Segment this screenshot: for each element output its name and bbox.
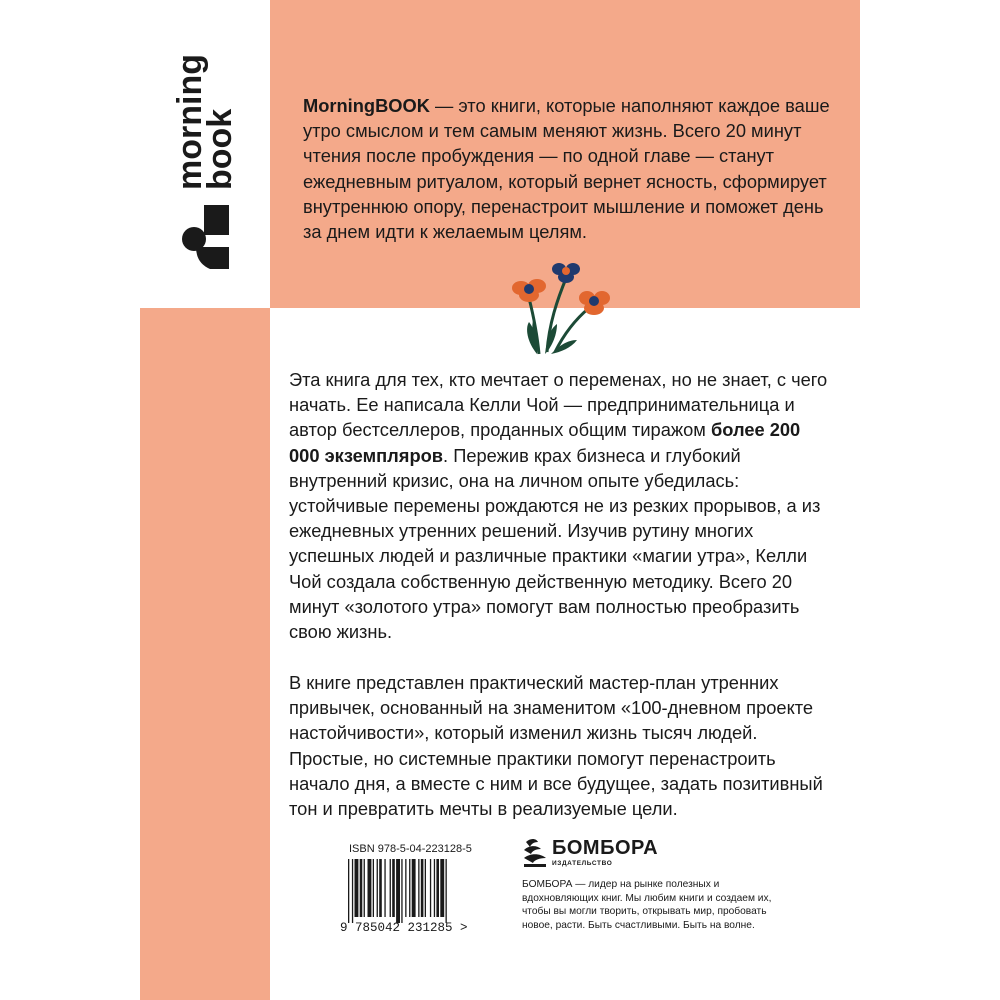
isbn-digits: 9 785042 231285 > [340, 921, 468, 935]
publisher-name: БОМБОРА [552, 836, 659, 859]
circulation-highlight: более 200 000 экземпляров [289, 419, 801, 466]
intro-text: — это книги, которые наполняют каждое ваше утро смыслом и тем самым меняют жизнь. Всего 20 минут чтения после пробуждения — по одной главе — станут ежедневным ритуалом, который вернет ясность, сформирует внутреннюю опору, перенастроит мышление и поможет день за днем идти к желаемым целям. [303, 95, 830, 243]
publisher-description: БОМБОРА — лидер на рынке полезных и вдохновляющих книг. Мы любим книги и создаем их, чтобы вы могли творить, открывать мир, пробовать новое, расти. Быть счастливыми. Быть на волне. [522, 879, 772, 931]
brand-line-2: book [201, 108, 239, 190]
isbn-block [340, 843, 486, 935]
publisher-logo [522, 836, 772, 868]
brand-wordmark [165, 40, 245, 200]
morning-book-logo [165, 40, 245, 280]
intro-lead: MorningBOOK [303, 95, 430, 116]
publisher-block [522, 836, 772, 932]
publisher-subtitle: ИЗДАТЕЛЬСТВО [552, 859, 613, 867]
intro-paragraph [303, 93, 843, 244]
description-text-1a: Эта книга для тех, кто мечтает о переменах, но не знает, с чего начать. Ее написала Келли Чой — предпринимательница и автор бестселлеров, проданных общим тиражом [289, 369, 828, 441]
description-paragraph-1 [289, 367, 834, 644]
flower-illustration [507, 262, 617, 357]
isbn-label: ISBN 978-5-04-223128-5 [349, 843, 472, 855]
side-stripe [140, 308, 270, 1000]
bombora-wave-icon [522, 836, 548, 868]
description-paragraph-2: В книге представлен практический мастер-план утренних привычек, основанный на знаменитом «100-дневном проекте настойчивости», который изменил жизнь тысяч людей. Простые, но системные практики помогут перенастроить начало дня, а вместе с ним и все будущее, задать позитивный тон и превратить мечты в реализуемые цели. [289, 672, 823, 820]
barcode-icon [340, 857, 486, 923]
description-text-1b: . Пережив крах бизнеса и глубокий внутренний кризис, она на личном опыте убедилась: устойчивые перемены рождаются не из резких прорывов, а из ежедневных утренних решений. Изучив рутину многих успешных людей и различные практики «магии утра», Келли Чой создала собственную действенную методику. Всего 20 минут «золотого утра» помогут вам полностью преобразить свою жизнь. [289, 444, 821, 643]
brand-mark-icon [182, 205, 230, 271]
brand-line-1: morning [171, 54, 209, 190]
